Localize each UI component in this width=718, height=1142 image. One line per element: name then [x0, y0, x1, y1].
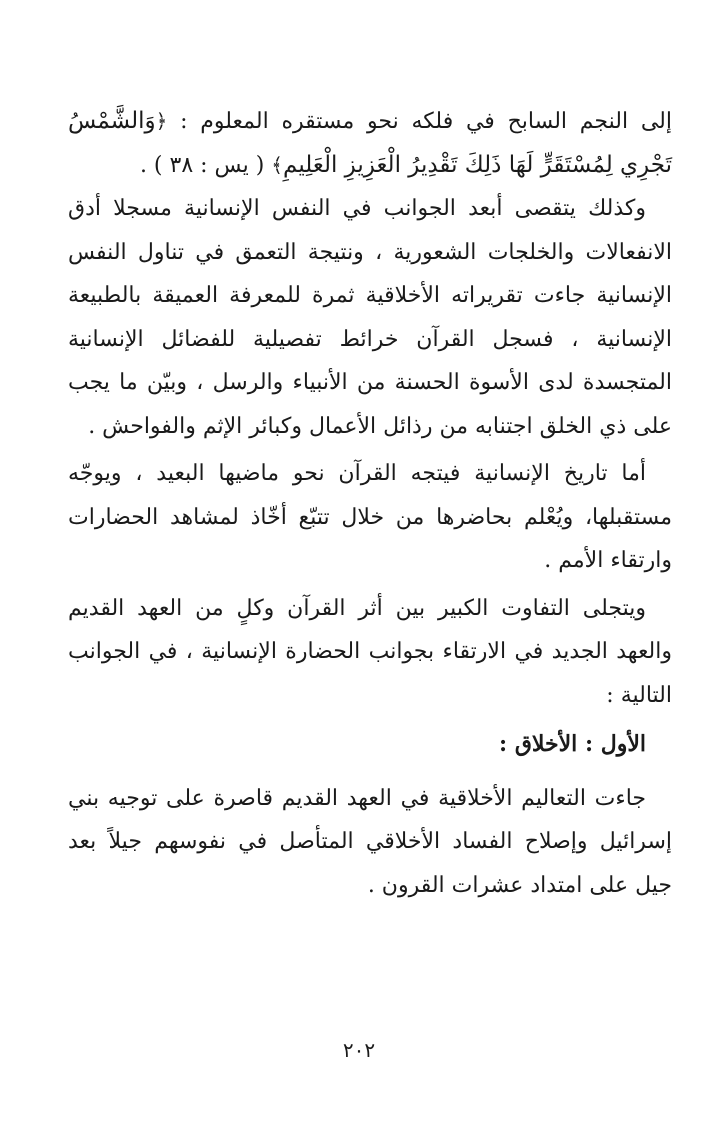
paragraph-ethics: جاءت التعاليم الأخلاقية في العهد القديم قاصرة على توجيه بني إسرائيل وإصلاح الفساد الأخلاقي المتأصل في نفوسهم جيلاً بعد جيل على امتداد عشرات القرون . [68, 785, 672, 898]
quran-open-bracket: ﴿ [155, 109, 168, 133]
verse-reference: ( يس : ٣٨ ) . [139, 152, 265, 178]
paragraph-intro: إلى النجم السابح في فلكه نحو مستقره المعلوم : [180, 109, 672, 134]
page-number: ٢٠٢ [342, 1038, 376, 1062]
quran-verse: وَالشَّمْسُ تَجْرِي لِمُسْتَقَرٍّ لَهَا ذَلِكَ تَقْدِيرُ الْعَزِيزِ الْعَلِيمِ [68, 108, 672, 178]
page-body [68, 100, 672, 907]
section-heading: الأول : الأخلاق : [499, 731, 646, 757]
quran-close-bracket: ﴾ [271, 152, 284, 177]
paragraph-human-soul: وكذلك يتقصى أبعد الجوانب في النفس الإنسانية مسجلا أدق الانفعالات والخلجات الشعورية ، ونتيجة التعمق في تناول النفس الإنسانية جاءت تقريراته الأخلاقية ثمرة للمعرفة العميقة بالطبيعة الإنسانية ، فسجل القرآن خرائط تفصيلية للفضائل الإنسانية المتجسدة لدى الأسوة الحسنة من الأنبياء والرسل ، وبيّن ما يجب على ذي الخلق اجتنابه من رذائل الأعمال وكبائر الإثم والفواحش . [68, 196, 672, 439]
paragraph-history: أما تاريخ الإنسانية فيتجه القرآن نحو ماضيها البعيد ، ويوجّه مستقبلها، ويُعْلم بحاضرها من خلال تتبّع أخّاذ لمشاهد الحضارات وارتقاء الأمم . [68, 461, 672, 573]
paragraph-contrast: ويتجلى التفاوت الكبير بين أثر القرآن وكلٍ من العهد القديم والعهد الجديد في الارتقاء بجوانب الحضارة الإنسانية ، في الجوانب التالية : [68, 595, 672, 708]
paragraph-quran-verse [68, 100, 672, 187]
